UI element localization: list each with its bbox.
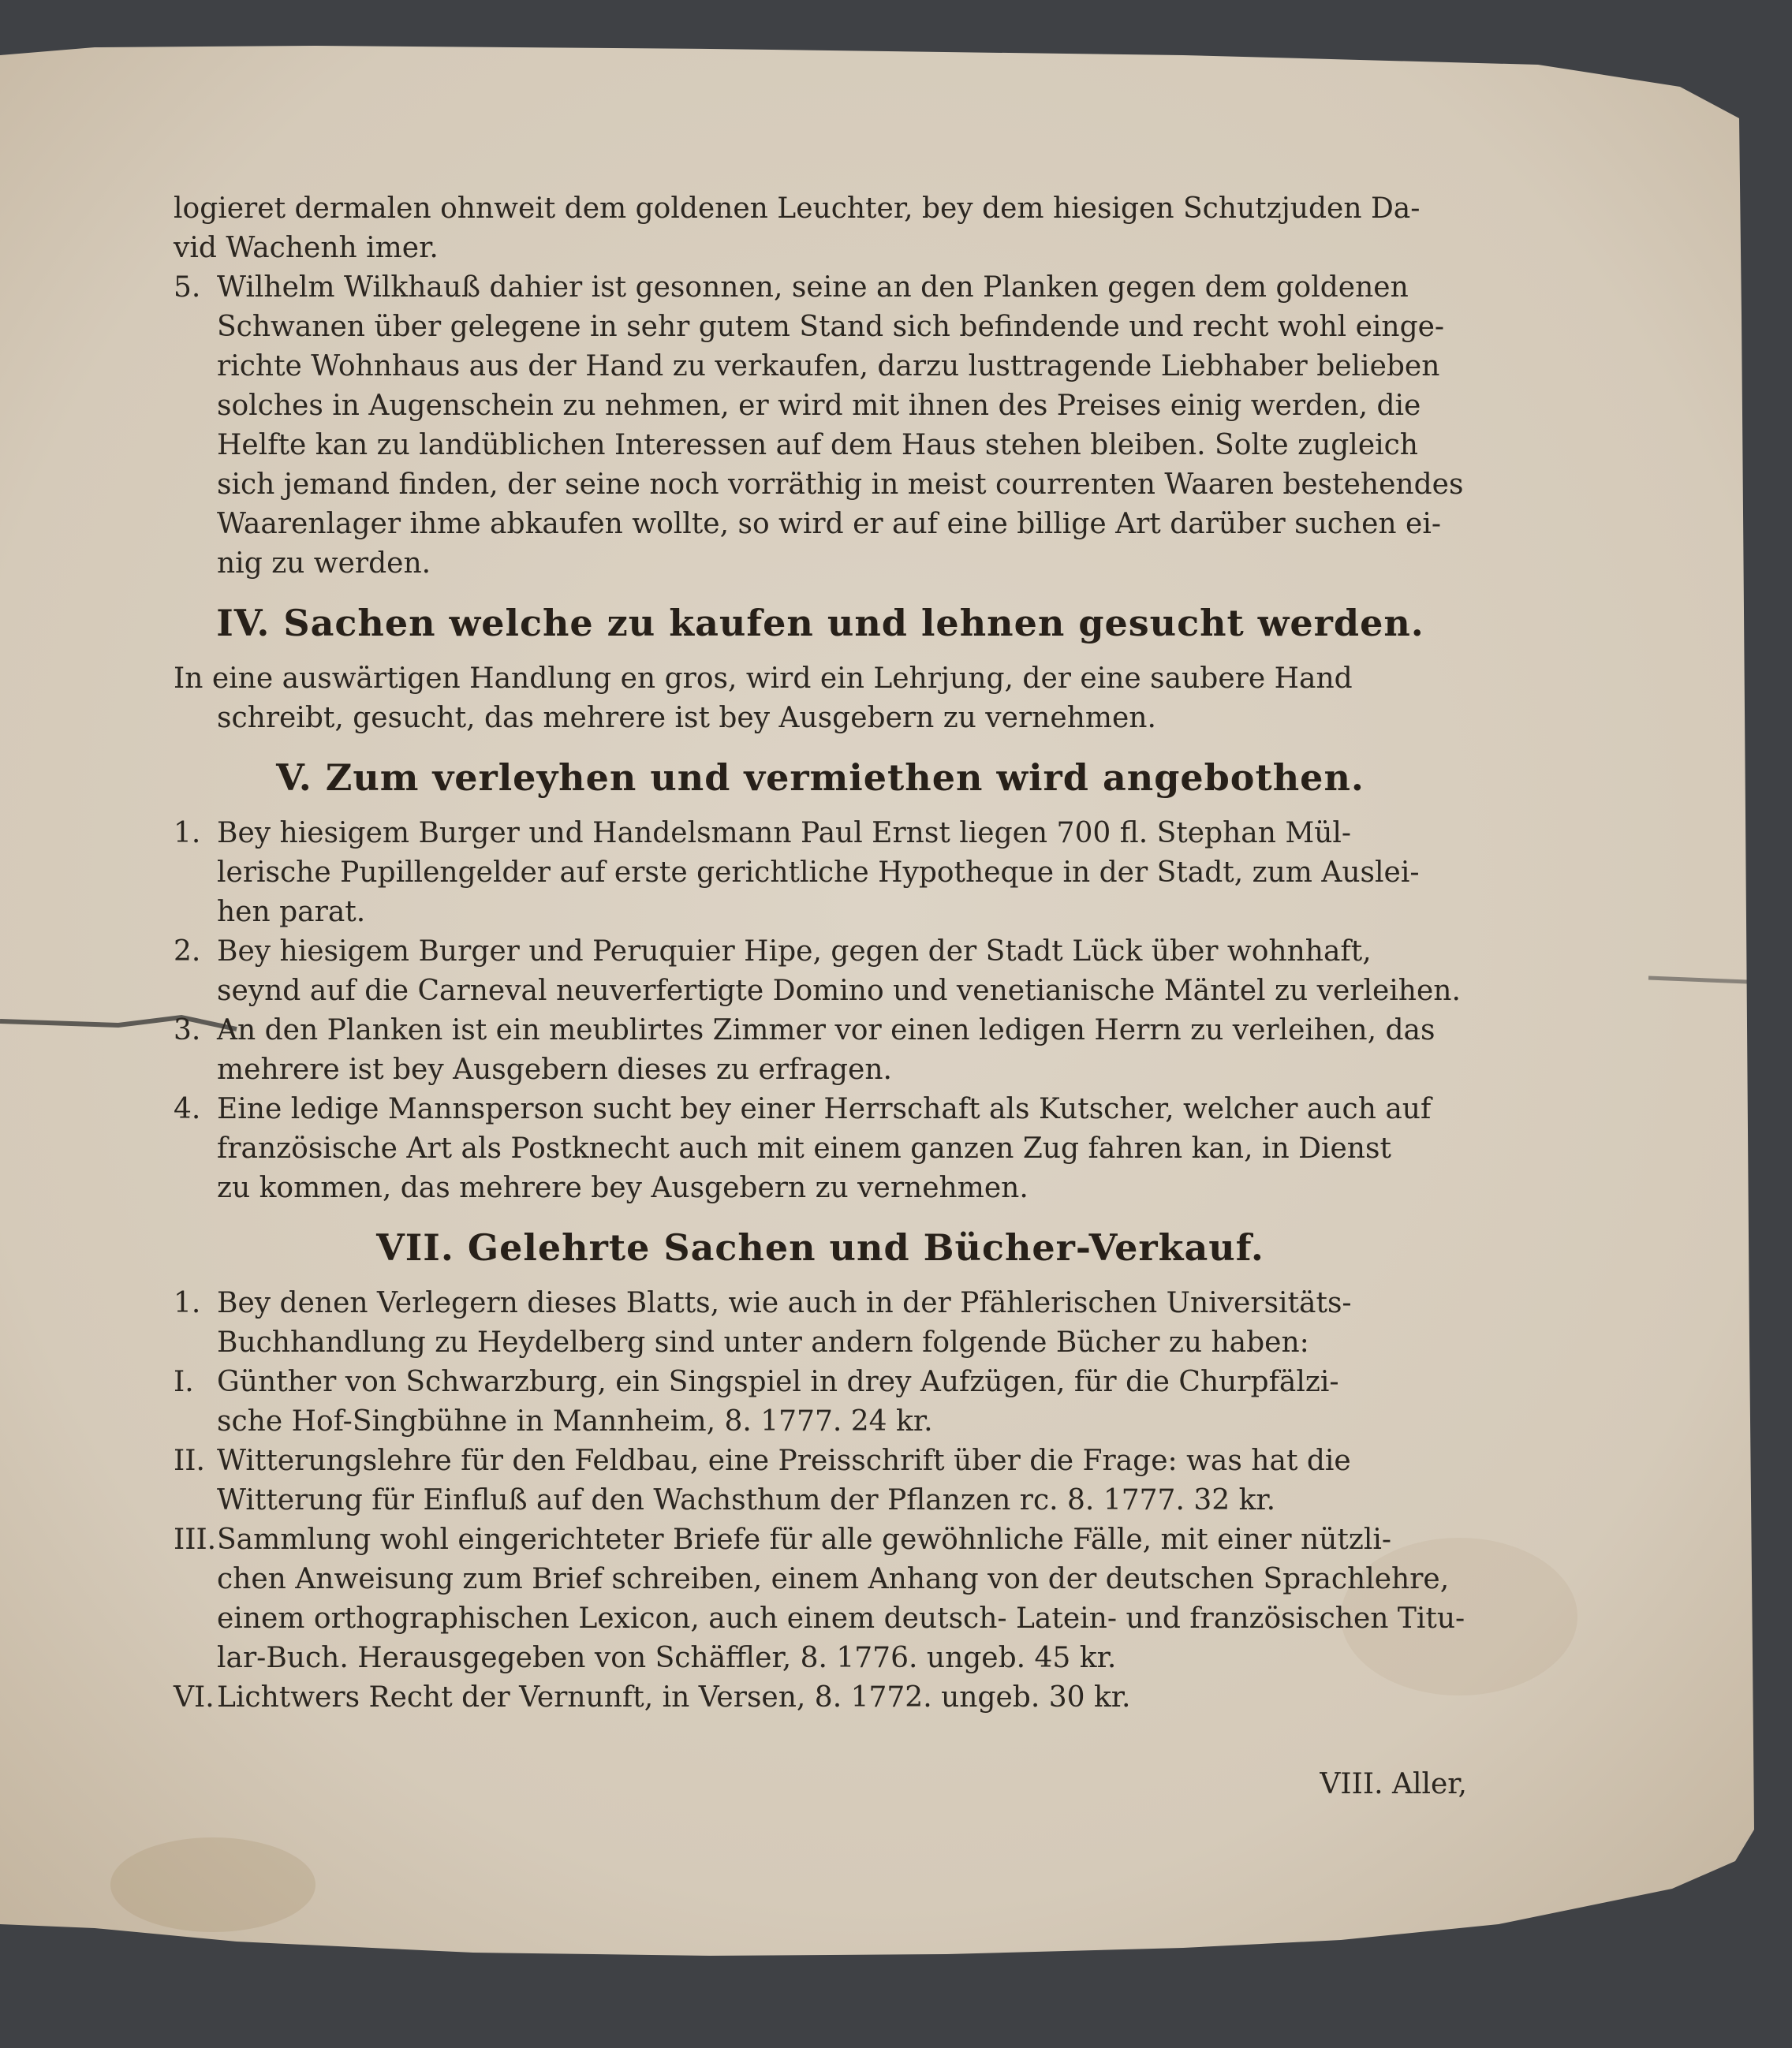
text-line: sche Hof-Singbühne in Mannheim, 8. 1777. 24 kr. — [217, 1405, 933, 1438]
item-number: 4. — [174, 1093, 201, 1125]
item-number: 2. — [174, 935, 201, 968]
section-5-heading: V. Zum verleyhen und vermiethen wird angebothen. — [276, 756, 1365, 799]
text-line: Eine ledige Mannsperson sucht bey einer Herrschaft als Kutscher, welcher auch auf — [217, 1093, 1432, 1125]
item-number: 1. — [174, 817, 201, 849]
text-line: nig zu werden. — [217, 547, 431, 580]
intro-line: logieret dermalen ohnweit dem goldenen Leuchter, bey dem hiesigen Schutzjuden Da- — [174, 192, 1421, 225]
book-number: III. — [174, 1524, 217, 1556]
text-line: In eine auswärtigen Handlung en gros, wird ein Lehrjung, der eine saubere Hand — [174, 662, 1353, 695]
document-text — [174, 189, 1467, 1804]
book-number: VI. — [174, 1681, 215, 1714]
text-line: chen Anweisung zum Brief schreiben, einem Anhang von der deutschen Sprachlehre, — [217, 1563, 1450, 1595]
catchword: VIII. Aller, — [1320, 1768, 1467, 1800]
text-line: zu kommen, das mehrere bey Ausgebern zu vernehmen. — [217, 1172, 1029, 1204]
section-4-text — [174, 659, 1467, 738]
item-body — [217, 268, 1467, 584]
text-line: solches in Augenschein zu nehmen, er wird mit ihnen des Preises einig werden, die — [217, 390, 1421, 422]
text-line: französische Art als Postknecht auch mit einem ganzen Zug fahren kan, in Dienst — [217, 1132, 1391, 1165]
text-line: Waarenlager ihme abkaufen wollte, so wird er auf eine billige Art darüber suchen ei- — [217, 508, 1442, 540]
text-line: Witterungslehre für den Feldbau, eine Preisschrift über die Frage: was hat die — [217, 1445, 1351, 1477]
text-line: sich jemand finden, der seine noch vorräthig in meist courrenten Waaren bestehendes — [217, 468, 1464, 501]
text-line: Wilhelm Wilkhauß dahier ist gesonnen, seine an den Planken gegen dem goldenen — [217, 271, 1409, 304]
item-number: 1. — [174, 1287, 201, 1319]
section-7-intro — [174, 1284, 1467, 1363]
text-line: seynd auf die Carneval neuverfertigte Domino und venetianische Mäntel zu verleihen. — [217, 975, 1461, 1007]
section-5-item-4 — [174, 1090, 1467, 1208]
text-line: hen parat. — [217, 896, 366, 928]
section-4-heading: IV. Sachen welche zu kaufen und lehnen gesucht werden. — [216, 602, 1424, 644]
book-entry-2 — [174, 1442, 1467, 1520]
text-line: mehrere ist bey Ausgebern dieses zu erfragen. — [217, 1054, 892, 1086]
text-line: Lichtwers Recht der Vernunft, in Versen, 8. 1772. ungeb. 30 kr. — [217, 1681, 1131, 1714]
text-line: lar-Buch. Herausgegeben von Schäffler, 8. 1776. ungeb. 45 kr. — [217, 1642, 1117, 1674]
text-line: lerische Pupillengelder auf erste gerichtliche Hypotheque in der Stadt, zum Auslei- — [217, 856, 1420, 889]
section-5-item-3 — [174, 1011, 1467, 1090]
section-7-heading: VII. Gelehrte Sachen und Bücher-Verkauf. — [376, 1226, 1264, 1269]
text-line: Schwanen über gelegene in sehr gutem Stand sich befindende und recht wohl einge- — [217, 311, 1445, 343]
text-line: Buchhandlung zu Heydelberg sind unter andern folgende Bücher zu haben: — [217, 1326, 1309, 1359]
text-line: Bey hiesigem Burger und Handelsmann Paul Ernst liegen 700 fl. Stephan Mül- — [217, 817, 1352, 849]
text-line: Witterung für Einfluß auf den Wachsthum der Pflanzen rc. 8. 1777. 32 kr. — [217, 1484, 1276, 1516]
section-5-item-2 — [174, 932, 1467, 1011]
intro-continuation: vid Wachenh imer. — [174, 232, 439, 264]
text-line: Günther von Schwarzburg, ein Singspiel in drey Aufzügen, für die Churpfälzi- — [217, 1366, 1339, 1398]
text-line: richte Wohnhaus aus der Hand zu verkaufen, darzu lusttragende Liebhaber belieben — [217, 350, 1440, 382]
book-number: II. — [174, 1445, 205, 1477]
book-entry-3 — [174, 1520, 1467, 1678]
text-line: An den Planken ist ein meublirtes Zimmer vor einen ledigen Herrn zu verleihen, das — [217, 1014, 1435, 1046]
text-line: Bey denen Verlegern dieses Blatts, wie auch in der Pfählerischen Universitäts- — [217, 1287, 1352, 1319]
book-number: I. — [174, 1366, 194, 1398]
section-5-item-1 — [174, 814, 1467, 932]
book-entry-1 — [174, 1363, 1467, 1442]
text-line: Bey hiesigem Burger und Peruquier Hipe, gegen der Stadt Lück über wohnhaft, — [217, 935, 1372, 968]
item-number: 5. — [174, 271, 201, 304]
text-line: Helfte kan zu landüblichen Interessen auf dem Haus stehen bleiben. Solte zugleich — [217, 429, 1418, 461]
item-number: 3. — [174, 1014, 201, 1046]
item-5 — [174, 268, 1467, 584]
text-line: schreibt, gesucht, das mehrere ist bey Ausgebern zu vernehmen. — [217, 702, 1156, 734]
text-line: Sammlung wohl eingerichteter Briefe für alle gewöhnliche Fälle, mit einer nützli- — [217, 1524, 1392, 1556]
text-line: einem orthographischen Lexicon, auch einem deutsch- Latein- und französischen Titu- — [217, 1602, 1465, 1635]
book-entry-4 — [174, 1678, 1467, 1718]
